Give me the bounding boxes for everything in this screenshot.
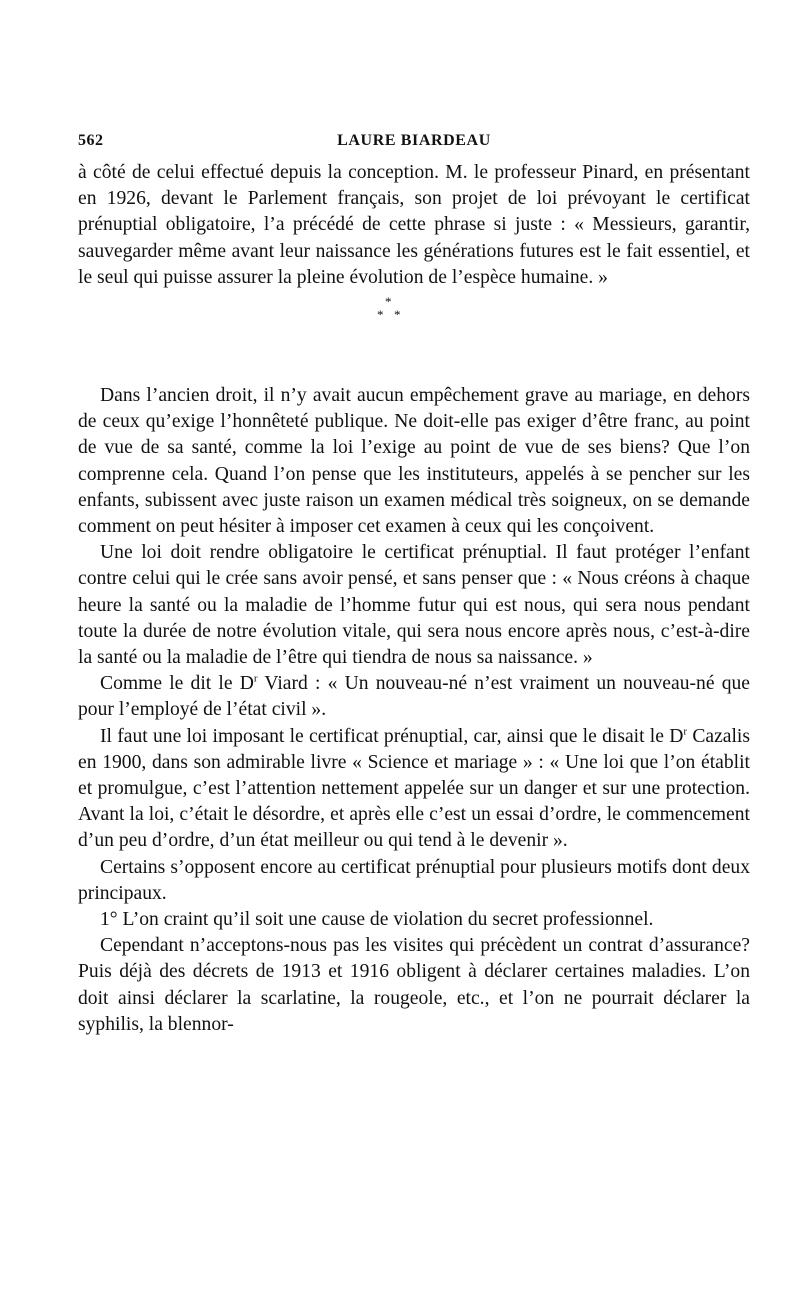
paragraph-1: à côté de celui effectué depuis la conception. M. le professeur Pinard, en présentant en 1926, devant le Parlement français, son projet de loi prévoyant le certificat prénuptial obligatoire, l’a précédé de cette phrase si juste : « Messieurs, garantir, sauvegarder même avant leur naissance les générations futures est le fait essentiel, et le seul qui puisse assurer la pleine évolution de l’espèce humaine. » (78, 162, 750, 288)
paragraph-5 (78, 724, 750, 855)
page-number: 562 (78, 132, 104, 149)
asterism-separator (78, 291, 750, 383)
paragraph-5-text-start: Il faut une loi imposant le certificat prénuptial, car, ainsi que le disait le D (100, 725, 684, 747)
running-title: LAURE BIARDEAU (337, 132, 491, 149)
book-page (78, 126, 750, 1038)
running-header (78, 126, 750, 160)
paragraph-7: 1° L’on craint qu’il soit une cause de violation du secret professionnel. (100, 909, 654, 931)
paragraph-4 (78, 671, 750, 723)
paragraph-5-text-end: Cazalis en 1900, dans son admirable livre « Science et mariage » : « Une loi que l’on établit et promulgue, c’est l’attention nettement appelée sur un danger et sur une protection. Avant la loi, c’était le désordre, et après elle c’est un essai d’ordre, le commencement d’un peu d’ordre, d’un état meilleur ou qui tend à le devenir ». (78, 725, 750, 852)
paragraph-8: Cependant n’acceptons-nous pas les visites qui précèdent un contrat d’assurance? Puis déjà des décrets de 1913 et 1916 obligent à déclarer certaines maladies. L’on doit ainsi déclarer la scarlatine, la rougeole, etc., et l’on ne pourrait déclarer la syphilis, la blennor- (78, 935, 750, 1035)
doctor-abbrev-superscript: r (253, 672, 258, 685)
asterism-star: * (377, 307, 384, 323)
doctor-abbrev-superscript: r (683, 725, 688, 738)
paragraph-4-text-end: Viard : « Un nouveau-né n’est vraiment un nouveau-né que pour l’employé de l’état civil ». (78, 673, 750, 721)
asterism-star: * (385, 294, 392, 310)
asterism-star: * (394, 307, 401, 323)
paragraph-6: Certains s’opposent encore au certificat prénuptial pour plusieurs motifs dont deux principaux. (78, 856, 750, 904)
paragraph-4-text-start: Comme le dit le D (100, 673, 254, 695)
paragraph-2: Dans l’ancien droit, il n’y avait aucun empêchement grave au mariage, en dehors de ceux qu’exige l’honnêteté publique. Ne doit-elle pas exiger d’être franc, au point de vue de sa santé, comme la loi l’exige au point de vue de ses biens? Que l’on comprenne cela. Quand l’on pense que les instituteurs, appelés à se pencher sur les enfants, subissent avec juste raison un examen médical très soigneux, on se demande comment on peut hésiter à imposer cet examen à ceux qui les conçoivent. (78, 385, 750, 538)
paragraph-3: Une loi doit rendre obligatoire le certificat prénuptial. Il faut protéger l’enfant contre celui qui le crée sans avoir pensé, et sans penser que : « Nous créons à chaque heure la santé ou la maladie de l’homme futur qui est nous, qui sera nous pendant toute la durée de notre évolution vitale, qui sera nous encore après nous, c’est-à-dire la santé ou la maladie de l’être qui tiendra de nous sa naissance. » (78, 542, 750, 669)
